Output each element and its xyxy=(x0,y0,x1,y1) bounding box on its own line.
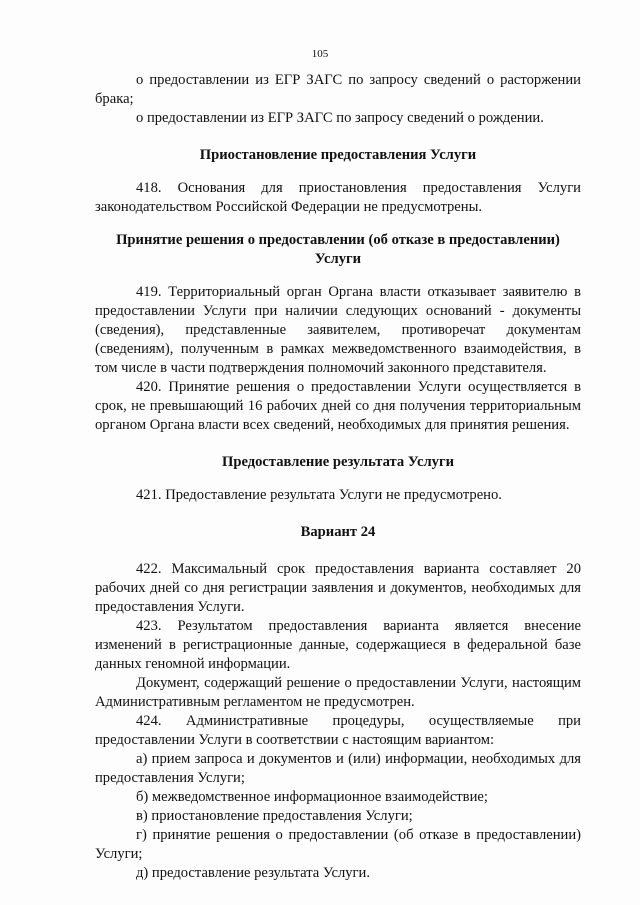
heading-suspension: Приостановление предоставления Услуги xyxy=(199,147,477,163)
document-body xyxy=(95,71,581,883)
list-item-g: г) принятие решения о предоставлении (об отказе в предоставлении) Услуги; xyxy=(95,827,581,862)
paragraph-424: 424. Административные процедуры, осуществляемые при предоставлении Услуги в соответствии с настоящим вариантом: xyxy=(95,713,581,748)
paragraph-421: 421. Предоставление результата Услуги не предусмотрено. xyxy=(136,487,502,503)
paragraph-420: 420. Принятие решения о предоставлении Услуги осуществляется в срок, не превышающий 16 рабочих дней со дня получения территориальным органом Органа власти всех сведений, необходимых для принятия решения. xyxy=(95,379,581,433)
heading-decision: Принятие решения о предоставлении (об отказе в предоставлении) Услуги xyxy=(116,232,560,267)
paragraph-document: Документ, содержащий решение о предоставлении Услуги, настоящим Административным регламентом не предусмотрен. xyxy=(95,675,581,710)
paragraph-birth-info: о предоставлении из ЕГР ЗАГС по запросу сведений о рождении. xyxy=(136,110,544,126)
list-item-d: д) предоставление результата Услуги. xyxy=(136,865,370,881)
list-item-a: а) прием запроса и документов и (или) информации, необходимых для предоставления Услуги; xyxy=(95,751,581,786)
paragraph-423: 423. Результатом предоставления варианта является внесение изменений в регистрационные данные, содержащиеся в федеральной базе данных геномной информации. xyxy=(95,618,581,672)
list-item-b: б) межведомственное информационное взаимодействие; xyxy=(136,789,488,805)
heading-result: Предоставление результата Услуги xyxy=(222,454,454,470)
paragraph-418: 418. Основания для приостановления предоставления Услуги законодательством Российской Федерации не предусмотрены. xyxy=(95,180,581,215)
heading-variant-24: Вариант 24 xyxy=(300,524,376,540)
paragraph-419: 419. Территориальный орган Органа власти отказывает заявителю в предоставлении Услуги при наличии следующих оснований - документы (сведения), представленные заявителем, противоречат документам (сведениям), полученным в рамках межведомственного взаимодействия, в том числе в части подтверждения полномочий законного представителя. xyxy=(95,284,581,376)
list-item-v: в) приостановление предоставления Услуги; xyxy=(136,808,413,824)
paragraph-divorce-info: о предоставлении из ЕГР ЗАГС по запросу сведений о расторжении брака; xyxy=(95,72,581,107)
paragraph-422: 422. Максимальный срок предоставления варианта составляет 20 рабочих дней со дня регистрации заявления и документов, необходимых для предоставления Услуги. xyxy=(95,561,581,615)
page-number: 105 xyxy=(311,48,329,60)
